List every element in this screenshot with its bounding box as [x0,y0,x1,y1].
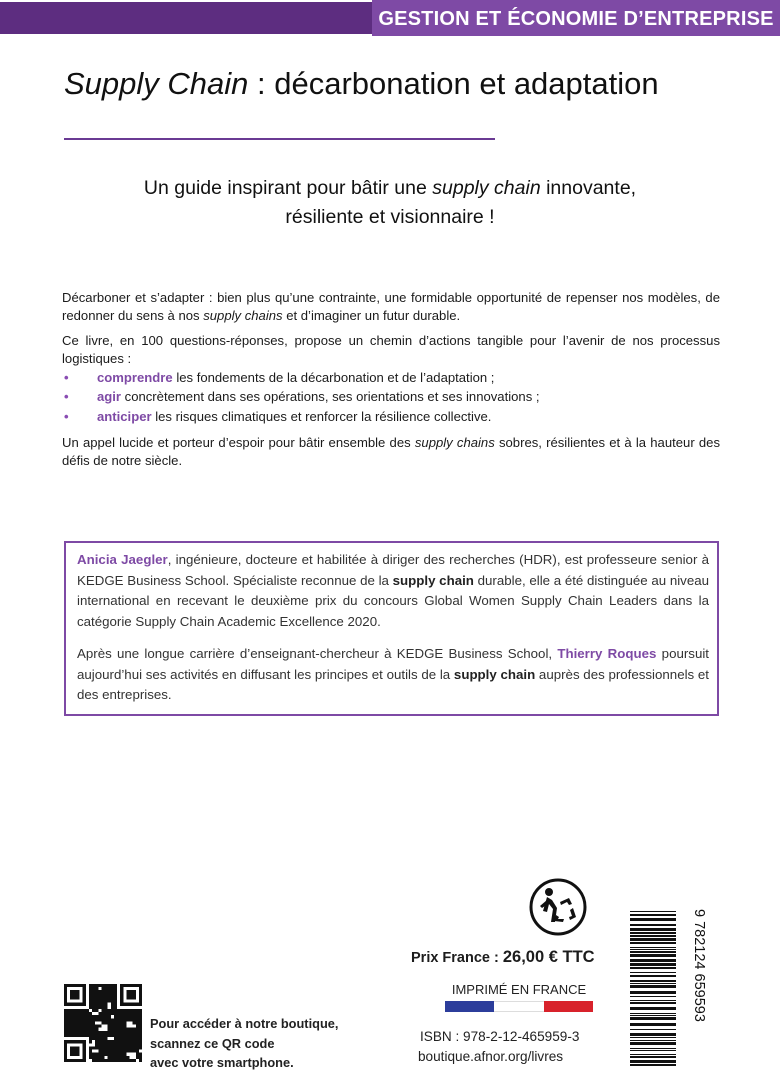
list-item [62,407,720,426]
author-bio-text: durable, elle a été distinguée au niveau international en recevant le deuxième prix du concours Global Women Supply Chain Leaders dans la catégorie Supply Chain Academic Excellence 2020. [77,572,709,629]
series-label: GESTION ET ÉCONOMIE D’ENTREPRISE [372,0,780,36]
desc-p1-italic: supply chains [203,307,283,323]
author-bio-highlight: supply chain [392,572,474,588]
qr-caption-line: avec votre smartphone. [150,1055,294,1070]
description-bullets [62,368,720,426]
french-flag-bar [445,1001,593,1012]
bullet-keyword: anticiper [97,408,152,424]
list-item [62,387,720,406]
tagline-text-end: innovante, [540,177,637,199]
author-bio-text: poursuit aujourd’hui ses activités en diffusant les principes et outils de la [77,646,709,682]
author-name-1: Anicia Jaegler [77,552,168,567]
bullet-text: les risques climatiques et renforcer la résilience collective. [151,408,492,424]
title-underline [64,138,495,140]
bullet-keyword: agir [97,389,122,405]
qr-caption-line: Pour accéder à notre boutique, [150,1016,339,1031]
authors-box [64,541,719,716]
recycle-triman-icon [529,878,587,936]
flag-blue [445,1001,494,1012]
qr-caption-line: scannez ce QR code [150,1035,275,1051]
barcode-digits [678,905,707,1065]
description-paragraph-1 [62,289,720,324]
bullet-icon: • [64,408,69,424]
author-bio-highlight: supply chain [453,666,536,682]
bullet-text: les fondements de la décarbonation et de l’adaptation ; [172,370,495,385]
title-rest: : décarbonation et adaptation [248,66,659,101]
isbn: ISBN : 978-2-12-465959-3 [420,1029,580,1044]
qr-caption [150,1014,338,1073]
bullet-icon: • [64,389,69,405]
tagline-italic: supply chain [432,177,541,199]
desc-p1-text: Décarboner et s’adapter : bien plus qu’une contrainte, une formidable opportunité de repenser nos modèles, de redonner du sens à nos [62,290,720,323]
author-bio-text: Après une longue carrière d’enseignant-chercheur à KEDGE Business School, [77,646,558,661]
qr-code [64,984,142,1062]
author-bio-2 [77,644,709,706]
author-bio-text: auprès des professionnels et des entreprises. [77,666,709,703]
desc-p3-text: Un appel lucide et porteur d’espoir pour bâtir ensemble des [62,435,415,450]
bullet-text: concrètement dans ses opérations, ses orientations et ses innovations ; [121,389,540,405]
flag-white [494,1001,543,1012]
author-bio-1 [77,550,709,632]
author-bio-text: , ingénieure, docteure et habilitée à diriger des recherches (HDR), est professeure senior à KEDGE Business School. Spécialiste reconnue de la [77,552,709,588]
tagline-text: Un guide inspirant pour bâtir une [143,177,433,199]
series-banner [0,0,780,36]
tagline [80,174,700,232]
price-value: 26,00 € TTC [502,948,595,966]
price-label: Prix France : [411,950,503,966]
bullet-keyword: comprendre [97,370,173,385]
tagline-line2: résiliente et visionnaire ! [285,206,495,228]
author-name-2: Thierry Roques [557,646,657,661]
desc-p3-end: sobres, résilientes et à la hauteur des défis de notre siècle. [62,435,720,468]
printed-in-france: IMPRIMÉ EN FRANCE [451,982,587,997]
description-paragraph-3 [62,434,720,469]
price [411,948,595,967]
desc-p3-italic: supply chains [414,435,495,450]
book-title [64,66,659,102]
bullet-icon: • [64,370,69,385]
desc-p1-end: et d’imaginer un futur durable. [282,307,461,323]
shop-url: boutique.afnor.org/livres [418,1049,564,1064]
barcode-digits-text: 9 782124 659593 [691,909,707,1022]
list-item [62,368,720,387]
description-paragraph-2: Ce livre, en 100 questions-réponses, propose un chemin d’actions tangible pour l’avenir de nos processus logistiques : [62,333,720,366]
title-italic: Supply Chain [64,66,249,101]
flag-red [544,1001,593,1012]
